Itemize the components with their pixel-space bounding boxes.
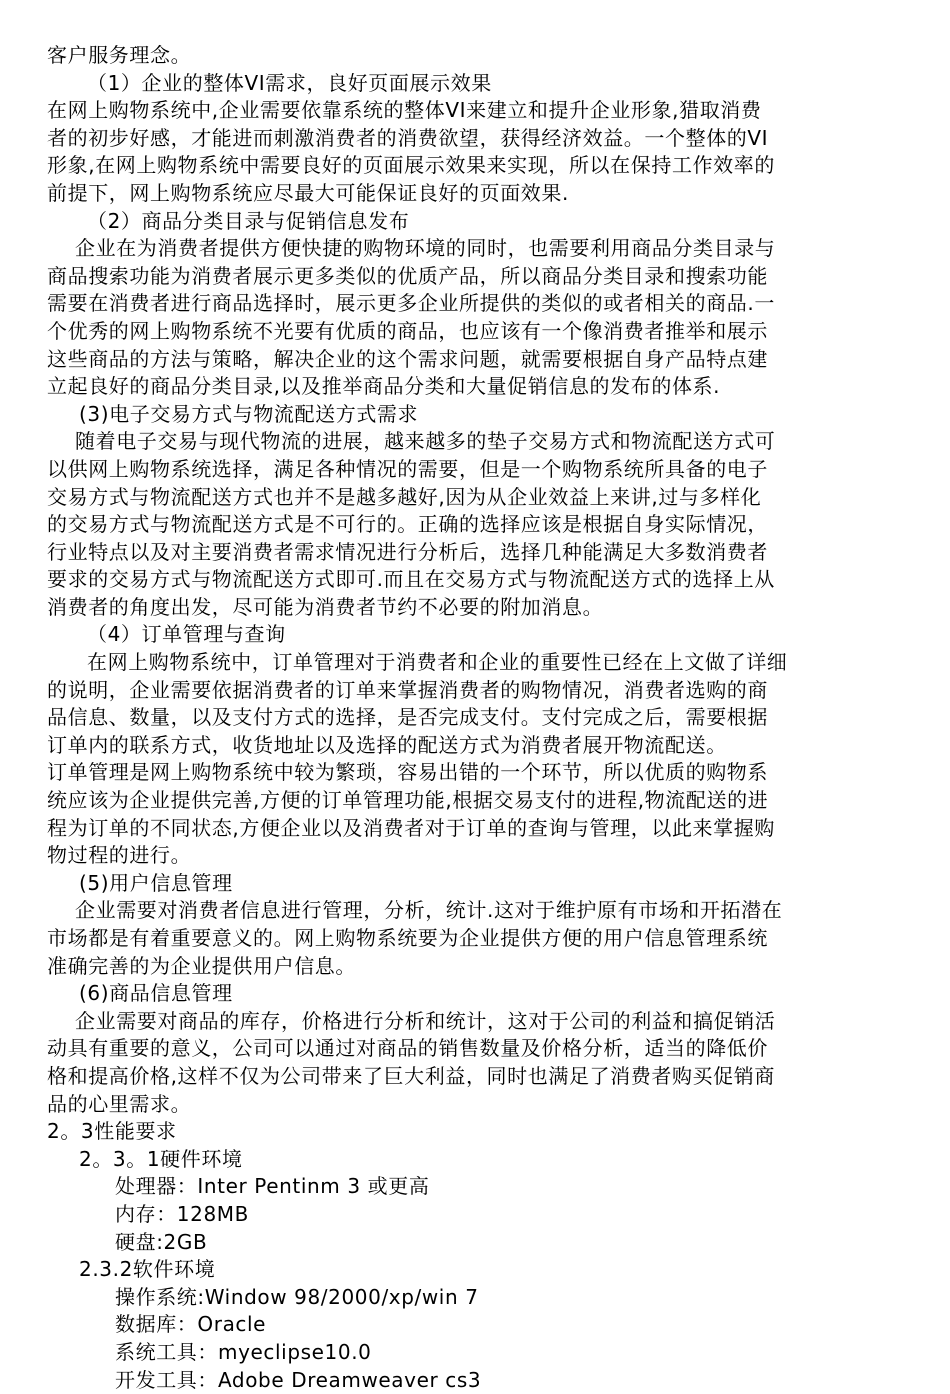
section-heading: （2）商品分类目录与促销信息发布 <box>47 208 913 236</box>
paragraph-line: 在网上购物系统中，订单管理对于消费者和企业的重要性已经在上文做了详细 <box>47 649 913 677</box>
paragraph-line: 消费者的角度出发，尽可能为消费者节约不必要的附加消息。 <box>47 594 913 622</box>
section-heading: (5)用户信息管理 <box>47 870 913 898</box>
paragraph-line: 交易方式与物流配送方式也并不是越多越好,因为从企业效益上来讲,过与多样化 <box>47 484 913 512</box>
paragraph-line: 订单管理是网上购物系统中较为繁琐，容易出错的一个环节，所以优质的购物系 <box>47 759 913 787</box>
paragraph-line: 动具有重要的意义，公司可以通过对商品的销售数量及价格分析，适当的降低价 <box>47 1035 913 1063</box>
document-page <box>47 42 913 1394</box>
spec-item: 操作系统:Window 98/2000/xp/win 7 <box>47 1284 913 1312</box>
paragraph-line: 企业需要对商品的库存，价格进行分析和统计，这对于公司的利益和搞促销活 <box>47 1008 913 1036</box>
spec-item: 内存：128MB <box>47 1201 913 1229</box>
paragraph-line: 2。3性能要求 <box>47 1118 913 1146</box>
paragraph-line: 在网上购物系统中,企业需要依靠系统的整体VI来建立和提升企业形象,猎取消费 <box>47 97 913 125</box>
paragraph-line: 这些商品的方法与策略，解决企业的这个需求问题，就需要根据自身产品特点建 <box>47 346 913 374</box>
paragraph-line: 企业需要对消费者信息进行管理，分析，统计.这对于维护原有市场和开拓潜在 <box>47 897 913 925</box>
paragraph-line: 格和提高价格,这样不仅为公司带来了巨大利益，同时也满足了消费者购买促销商 <box>47 1063 913 1091</box>
paragraph-line: 品信息、数量，以及支付方式的选择，是否完成支付。支付完成之后，需要根据 <box>47 704 913 732</box>
paragraph-line: 商品搜索功能为消费者展示更多类似的优质产品，所以商品分类目录和搜索功能 <box>47 263 913 291</box>
paragraph-line: 随着电子交易与现代物流的进展，越来越多的垫子交易方式和物流配送方式可 <box>47 428 913 456</box>
spec-item: 处理器：Inter Pentinm 3 或更高 <box>47 1173 913 1201</box>
paragraph-line: 市场都是有着重要意义的。网上购物系统要为企业提供方便的用户信息管理系统 <box>47 925 913 953</box>
paragraph-line: 形象,在网上购物系统中需要良好的页面展示效果来实现，所以在保持工作效率的 <box>47 152 913 180</box>
paragraph-line: 准确完善的为企业提供用户信息。 <box>47 953 913 981</box>
paragraph-line: 统应该为企业提供完善,方便的订单管理功能,根据交易支付的进程,物流配送的进 <box>47 787 913 815</box>
section-heading: （1）企业的整体VI需求，良好页面展示效果 <box>47 70 913 98</box>
paragraph-line: 需要在消费者进行商品选择时，展示更多企业所提供的类似的或者相关的商品.一 <box>47 290 913 318</box>
spec-item: 系统工具：myeclipse10.0 <box>47 1339 913 1367</box>
spec-item: 数据库：Oracle <box>47 1311 913 1339</box>
subsection-heading: 2.3.2软件环境 <box>47 1256 913 1284</box>
paragraph-line: 的说明，企业需要依据消费者的订单来掌握消费者的购物情况，消费者选购的商 <box>47 677 913 705</box>
paragraph-line: 者的初步好感，才能进而刺激消费者的消费欲望，获得经济效益。一个整体的VI <box>47 125 913 153</box>
paragraph-line: 立起良好的商品分类目录,以及推举商品分类和大量促销信息的发布的体系. <box>47 373 913 401</box>
paragraph-line: 个优秀的网上购物系统不光要有优质的商品，也应该有一个像消费者推举和展示 <box>47 318 913 346</box>
spec-item: 开发工具：Adobe Dreamweaver cs3 <box>47 1367 913 1394</box>
paragraph-line: 订单内的联系方式，收货地址以及选择的配送方式为消费者展开物流配送。 <box>47 732 913 760</box>
paragraph-line: 要求的交易方式与物流配送方式即可.而且在交易方式与物流配送方式的选择上从 <box>47 566 913 594</box>
section-heading: (3)电子交易方式与物流配送方式需求 <box>47 401 913 429</box>
paragraph-line: 物过程的进行。 <box>47 842 913 870</box>
spec-item: 硬盘:2GB <box>47 1229 913 1257</box>
paragraph-line: 的交易方式与物流配送方式是不可行的。正确的选择应该是根据自身实际情况， <box>47 511 913 539</box>
paragraph-line: 品的心里需求。 <box>47 1091 913 1119</box>
paragraph-line: 客户服务理念。 <box>47 42 913 70</box>
section-heading: (6)商品信息管理 <box>47 980 913 1008</box>
paragraph-line: 企业在为消费者提供方便快捷的购物环境的同时，也需要利用商品分类目录与 <box>47 235 913 263</box>
subsection-heading: 2。3。1硬件环境 <box>47 1146 913 1174</box>
section-heading: （4）订单管理与查询 <box>47 621 913 649</box>
paragraph-line: 前提下，网上购物系统应尽最大可能保证良好的页面效果. <box>47 180 913 208</box>
paragraph-line: 行业特点以及对主要消费者需求情况进行分析后，选择几种能满足大多数消费者 <box>47 539 913 567</box>
paragraph-line: 以供网上购物系统选择，满足各种情况的需要，但是一个购物系统所具备的电子 <box>47 456 913 484</box>
paragraph-line: 程为订单的不同状态,方便企业以及消费者对于订单的查询与管理，以此来掌握购 <box>47 815 913 843</box>
